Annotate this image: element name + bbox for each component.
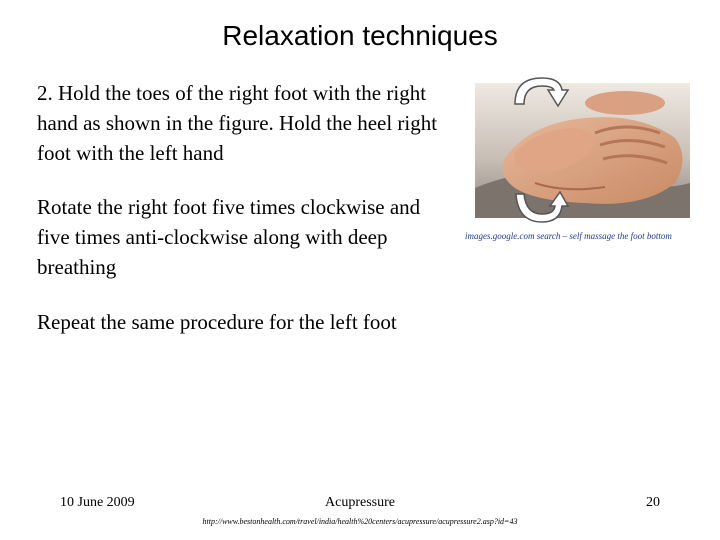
- footer-date: 10 June 2009: [60, 495, 135, 510]
- clockwise-arrow-icon: [510, 72, 572, 112]
- page-number: 20: [646, 495, 660, 510]
- instruction-hold: 2. Hold the toes of the right foot with the right hand as shown in the figure. Hold the heel right foot with the left hand: [37, 81, 438, 165]
- anticlockwise-arrow-icon: [512, 188, 572, 228]
- instruction-repeat: Repeat the same procedure for the left foot: [37, 310, 397, 334]
- foot-massage-photo: [475, 83, 690, 218]
- image-caption: images.google.com search – self massage the foot bottom: [465, 231, 672, 241]
- slide-title: Relaxation techniques: [222, 20, 498, 51]
- instruction-rotate: Rotate the right foot five times clockwise and five times anti-clockwise along with deep breathing: [37, 195, 421, 279]
- source-url: http://www.bestonhealth.com/travel/india/health%20centers/acupressure/acupressure2.asp?id=43: [202, 517, 518, 526]
- footer-title: Acupressure: [325, 495, 395, 510]
